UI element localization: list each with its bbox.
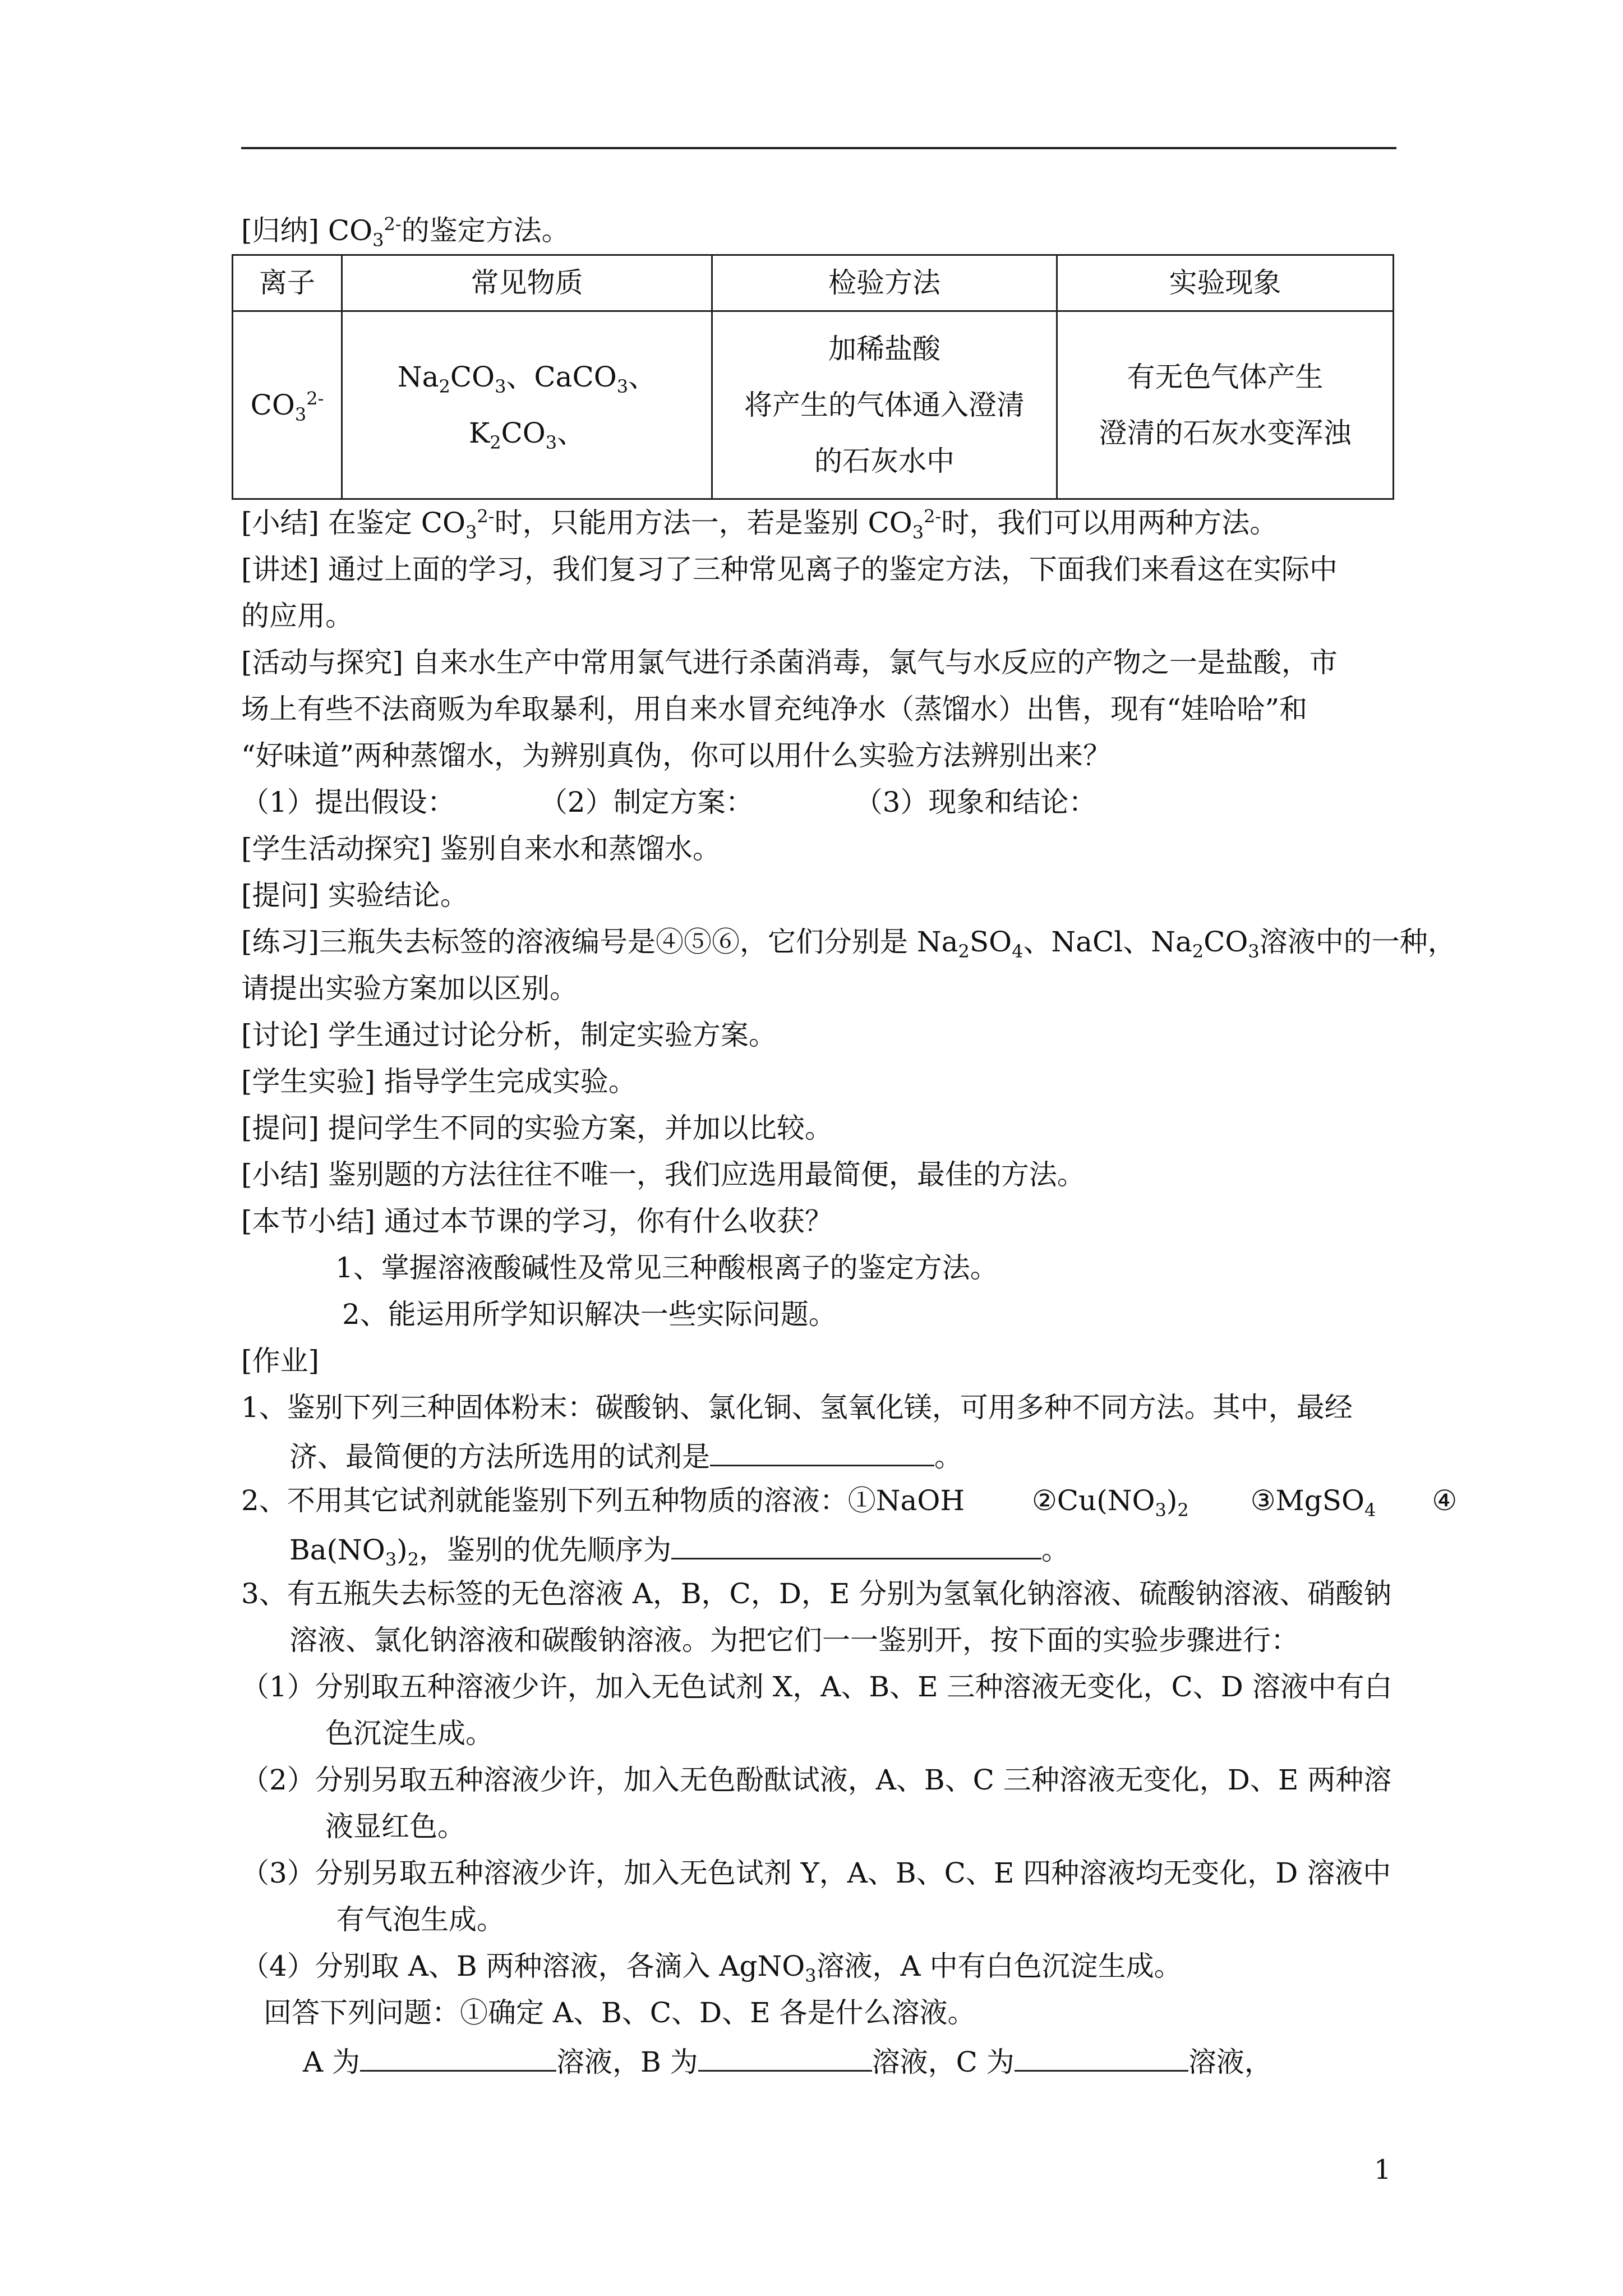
step-3: （3）分别另取五种溶液少许，加入无色试剂 Y，A、B、C、E 四种溶液均无变化，D 溶液中 — [241, 1857, 1391, 1889]
cell-ion: $CO_3^{2-}$ — [233, 311, 342, 499]
answer-blank-c[interactable] — [1015, 2036, 1188, 2072]
text-line: [小结] 在鉴定 $CO_3^{2-}$时，只能用方法一，若是鉴别 $CO_3^{2-}$时，我们可以用两种方法。 — [241, 505, 1278, 543]
text-line: [学生实验] 指导学生完成实验。 — [241, 1065, 637, 1098]
text-line: [提问] 实验结论。 — [241, 879, 468, 912]
header-substance: 常见物质 — [342, 255, 712, 311]
step-4: （4）分别取 A、B 两种溶液，各滴入 AgNO$_3$溶液，A 中有白色沉淀生成。 — [241, 1950, 1182, 1986]
header-ion: 离子 — [233, 255, 342, 311]
summary-title: [归纳] $CO_3^{2-}$的鉴定方法。 — [241, 213, 570, 251]
question-1: 1、鉴别下列三种固体粉末：碳酸钠、氯化铜、氢氧化镁，可用多种不同方法。其中，最经 — [241, 1391, 1353, 1424]
answer-blank[interactable] — [671, 1524, 1041, 1559]
table-row — [233, 311, 1394, 499]
text-line: （1）提出假设： （2）制定方案： （3）现象和结论： — [241, 786, 1097, 818]
question-1-cont: 济、最简便的方法所选用的试剂是 。 — [241, 1431, 1402, 1478]
document-body — [241, 208, 1458, 2083]
text-line: [活动与探究] 自来水生产中常用氯气进行杀菌消毒，氯气与水反应的产物之一是盐酸，市 — [241, 646, 1338, 679]
page-number: 1 — [1374, 2154, 1391, 2185]
fill-in-line: A 为 溶液，B 为 溶液，C 为 溶液， — [241, 2036, 1402, 2083]
step-2-cont: 液显红色。 — [325, 1810, 465, 1843]
question-2: 2、不用其它试剂就能鉴别下列五种物质的溶液：①NaOH $②Cu(NO_3)_2$ ③MgSO$_4$ ④ — [241, 1484, 1458, 1521]
question-3: 3、有五瓶失去标签的无色溶液 A，B，C，D，E 分别为氢氧化钠溶液、硫酸钠溶液、硝酸钠 — [241, 1577, 1392, 1610]
cell-phenomenon: 有无色气体产生 澄清的石灰水变浑浊 — [1057, 311, 1394, 499]
answer-blank[interactable] — [710, 1431, 934, 1466]
step-1-cont: 色沉淀生成。 — [325, 1717, 494, 1750]
text-line: “好味道”两种蒸馏水，为辨别真伪，你可以用什么实验方法辨别出来？ — [241, 739, 1112, 772]
text-line: 场上有些不法商贩为牟取暴利，用自来水冒充纯净水（蒸馏水）出售，现有“娃哈哈”和 — [241, 693, 1308, 725]
header-method: 检验方法 — [712, 255, 1057, 311]
step-3-cont: 有气泡生成。 — [336, 1903, 505, 1936]
text-line: [提问] 提问学生不同的实验方案，并加以比较。 — [241, 1112, 833, 1144]
text-line: [练习]三瓶失去标签的溶液编号是④⑤⑥，它们分别是 $Na_2SO_4$、NaCl、$Na_2CO_3$溶液中的一种， — [241, 926, 1456, 962]
cell-substances: $Na_2CO_3$、CaCO$_3$、$K_2CO_3$、 — [342, 311, 712, 499]
text-line: [讲述] 通过上面的学习，我们复习了三种常见离子的鉴定方法，下面我们来看这在实际中 — [241, 553, 1338, 586]
text-line: 请提出实验方案加以区别。 — [241, 972, 578, 1005]
text-line: [小结] 鉴别题的方法往往不唯一，我们应选用最简便，最佳的方法。 — [241, 1158, 1085, 1191]
step-2: （2）分别另取五种溶液少许，加入无色酚酞试液，A、B、C 三种溶液无变化，D、E 两种溶 — [241, 1764, 1392, 1796]
question-2-cont: $Ba(NO_3)_2$，鉴别的优先顺序为 。 — [241, 1524, 1402, 1571]
text-line: [讨论] 学生通过讨论分析，制定实验方案。 — [241, 1019, 777, 1051]
question-3-cont: 溶液、氯化钠溶液和碳酸钠溶液。为把它们一一鉴别开，按下面的实验步骤进行： — [289, 1624, 1299, 1657]
text-line: 2、能运用所学知识解决一些实际问题。 — [342, 1298, 837, 1331]
text-line: 的应用。 — [241, 600, 353, 632]
answer-blank-a[interactable] — [360, 2036, 556, 2072]
text-line: [作业] — [241, 1345, 320, 1377]
table-header-row — [233, 255, 1394, 311]
step-1: （1）分别取五种溶液少许，加入无色试剂 X，A、B、E 三种溶液无变化，C、D 溶液中有白 — [241, 1671, 1393, 1703]
answer-prompt: 回答下列问题：①确定 A、B、C、D、E 各是什么溶液。 — [264, 1996, 976, 2029]
answer-blank-b[interactable] — [698, 2036, 872, 2072]
text-line: [本节小结] 通过本节课的学习，你有什么收获？ — [241, 1205, 833, 1237]
header-rule — [241, 147, 1396, 149]
cell-method: 加稀盐酸 将产生的气体通入澄清 的石灰水中 — [712, 311, 1057, 499]
text-line: [学生活动探究] 鉴别自来水和蒸馏水。 — [241, 832, 721, 865]
text-line: 1、掌握溶液酸碱性及常见三种酸根离子的鉴定方法。 — [335, 1251, 998, 1284]
ion-identification-table — [232, 254, 1394, 500]
header-phenomenon: 实验现象 — [1057, 255, 1394, 311]
